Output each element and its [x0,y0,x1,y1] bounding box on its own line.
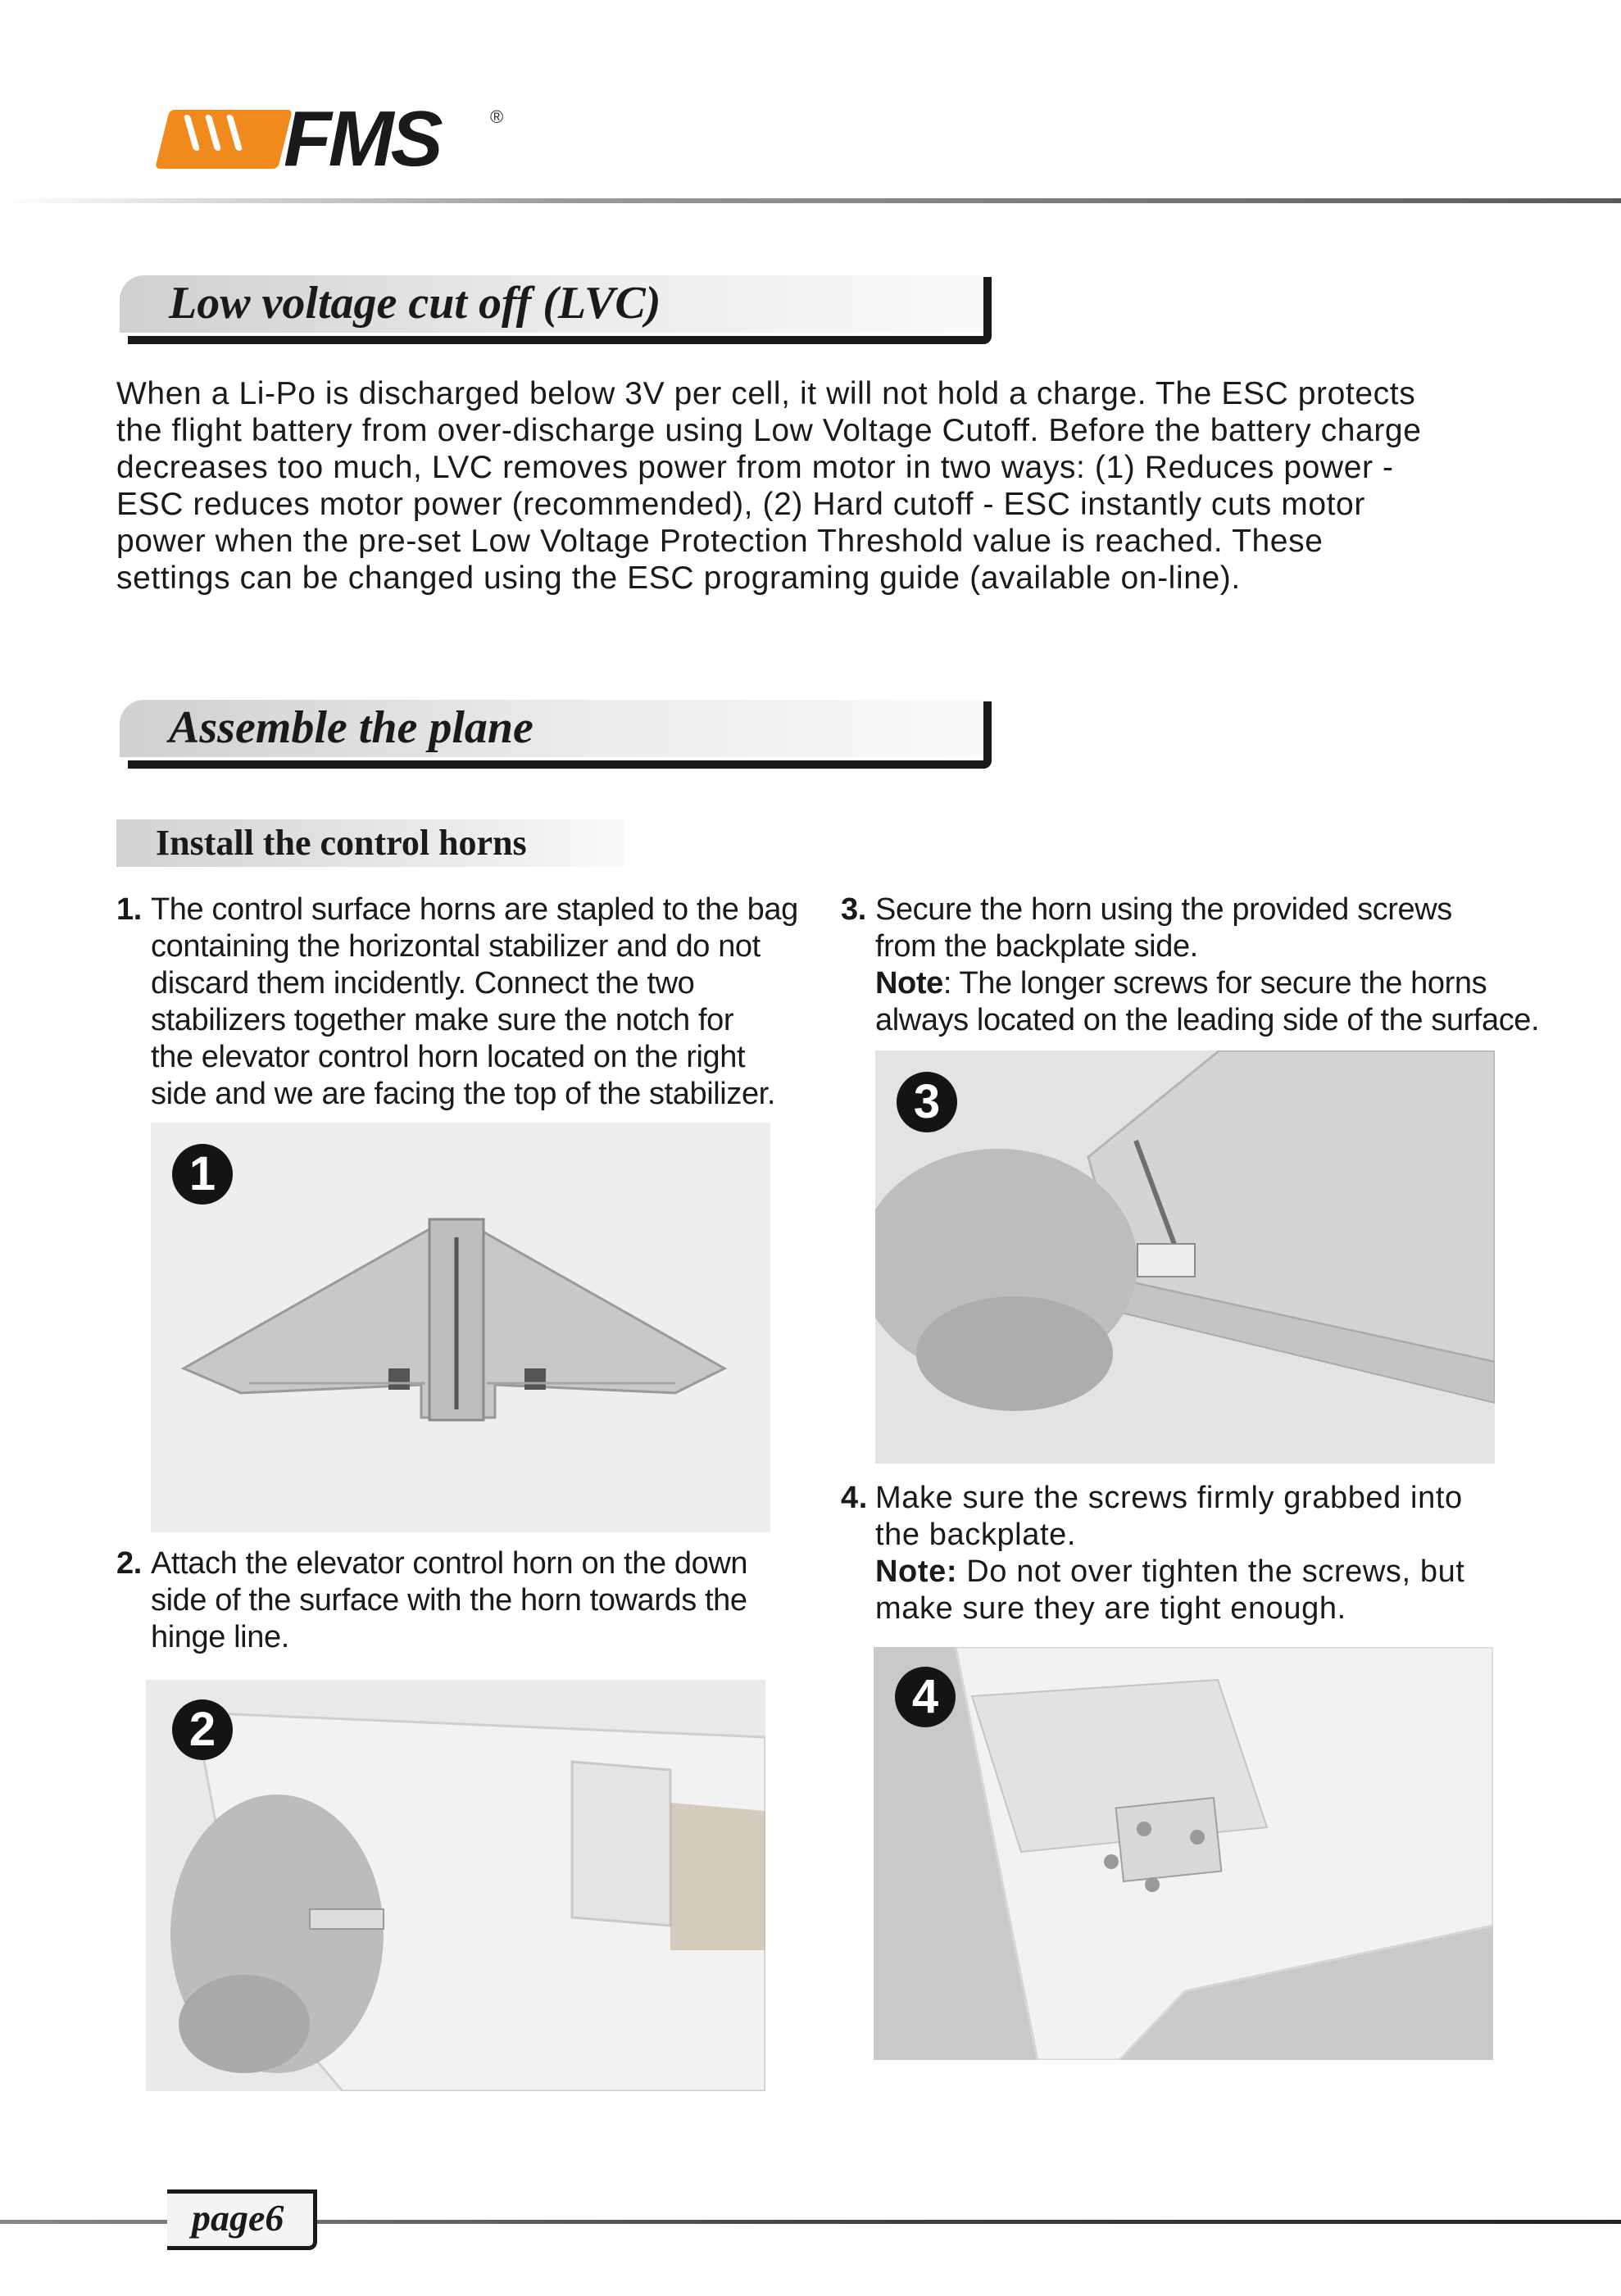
subheading-text: Install the control horns [156,823,527,863]
photo-elevator-horn [146,1680,765,2091]
step-line: stabilizers together make sure the notch for [151,1003,734,1037]
logo-text: FMS [284,95,440,183]
step-number: 1. [116,892,142,927]
step-note [875,965,1611,1002]
secure-horn-illustration [875,1050,1495,1463]
step-badge: 2 [172,1699,233,1760]
photo-stabilizer [151,1123,770,1532]
lvc-line: the flight battery from over-discharge using Low Voltage Cutoff. Before the battery charge [116,413,1422,448]
assemble-section-title: Assemble the plane [169,702,534,753]
registered-mark: ® [490,107,504,127]
header-rule [0,198,1621,203]
lvc-line: decreases too much, LVC removes power from motor in two ways: (1) Reduces power - [116,450,1394,485]
lvc-line: settings can be changed using the ESC programing guide (available on-line). [116,560,1241,596]
step-1 [116,892,838,1113]
fms-logo [162,95,506,183]
stabilizer-illustration [151,1123,770,1532]
step-number: 3. [841,892,866,927]
lvc-line: ESC reduces motor power (recommended), (2) Hard cutoff - ESC instantly cuts motor [116,487,1365,522]
step-line: The control surface horns are stapled to the bag [151,892,798,927]
page-number-tab [167,2189,317,2250]
assemble-section-banner [116,697,1003,770]
step-line: containing the horizontal stabilizer and do not [151,929,761,964]
step-line: from the backplate side. [875,929,1198,964]
step-note [875,1554,1611,1590]
step-2 [116,1545,838,1656]
lvc-line: When a Li-Po is discharged below 3V per cell, it will not hold a charge. The ESC protects [116,376,1416,411]
elevator-horn-illustration [146,1680,765,2091]
step-3 [841,892,1611,1039]
step-line: the elevator control horn located on the right [151,1040,746,1074]
step-line: Make sure the screws firmly grabbed into [875,1481,1463,1515]
logo-stripes-icon [155,110,293,169]
photo-secure-horn [875,1050,1495,1463]
step-number: 4. [841,1481,868,1515]
lvc-paragraph [116,375,1559,597]
step-badge: 4 [895,1667,956,1727]
step-line: the backplate. [875,1518,1077,1552]
note-text: : The longer screws for secure the horns [942,966,1487,1001]
step-line: discard them incidently. Connect the two [151,966,695,1001]
lvc-section-title: Low voltage cut off (LVC) [169,278,661,329]
control-horns-subheading [116,819,624,867]
step-note-line: always located on the leading side of the surface. [875,1003,1540,1037]
step-line: Attach the elevator control horn on the down [151,1546,748,1581]
step-number: 2. [116,1546,142,1581]
step-line: side of the surface with the horn towards the [151,1583,747,1618]
step-line: side and we are facing the top of the stabilizer. [151,1077,775,1111]
note-label: Note: [875,1554,958,1589]
note-label: Note [875,966,943,1001]
step-4 [841,1480,1611,1627]
page-number: page6 [192,2197,284,2239]
step-badge: 1 [172,1144,233,1205]
photo-screws-backplate [874,1647,1493,2060]
step-line: Secure the horn using the provided screws [875,892,1452,927]
step-badge: 3 [897,1072,957,1132]
lvc-section-banner [116,272,1003,346]
lvc-line: power when the pre-set Low Voltage Protection Threshold value is reached. These [116,524,1324,559]
note-text: Do not over tighten the screws, but [957,1554,1465,1589]
step-note-line: make sure they are tight enough. [875,1591,1346,1626]
step-line: hinge line. [151,1620,289,1654]
screws-backplate-illustration [874,1647,1493,2060]
